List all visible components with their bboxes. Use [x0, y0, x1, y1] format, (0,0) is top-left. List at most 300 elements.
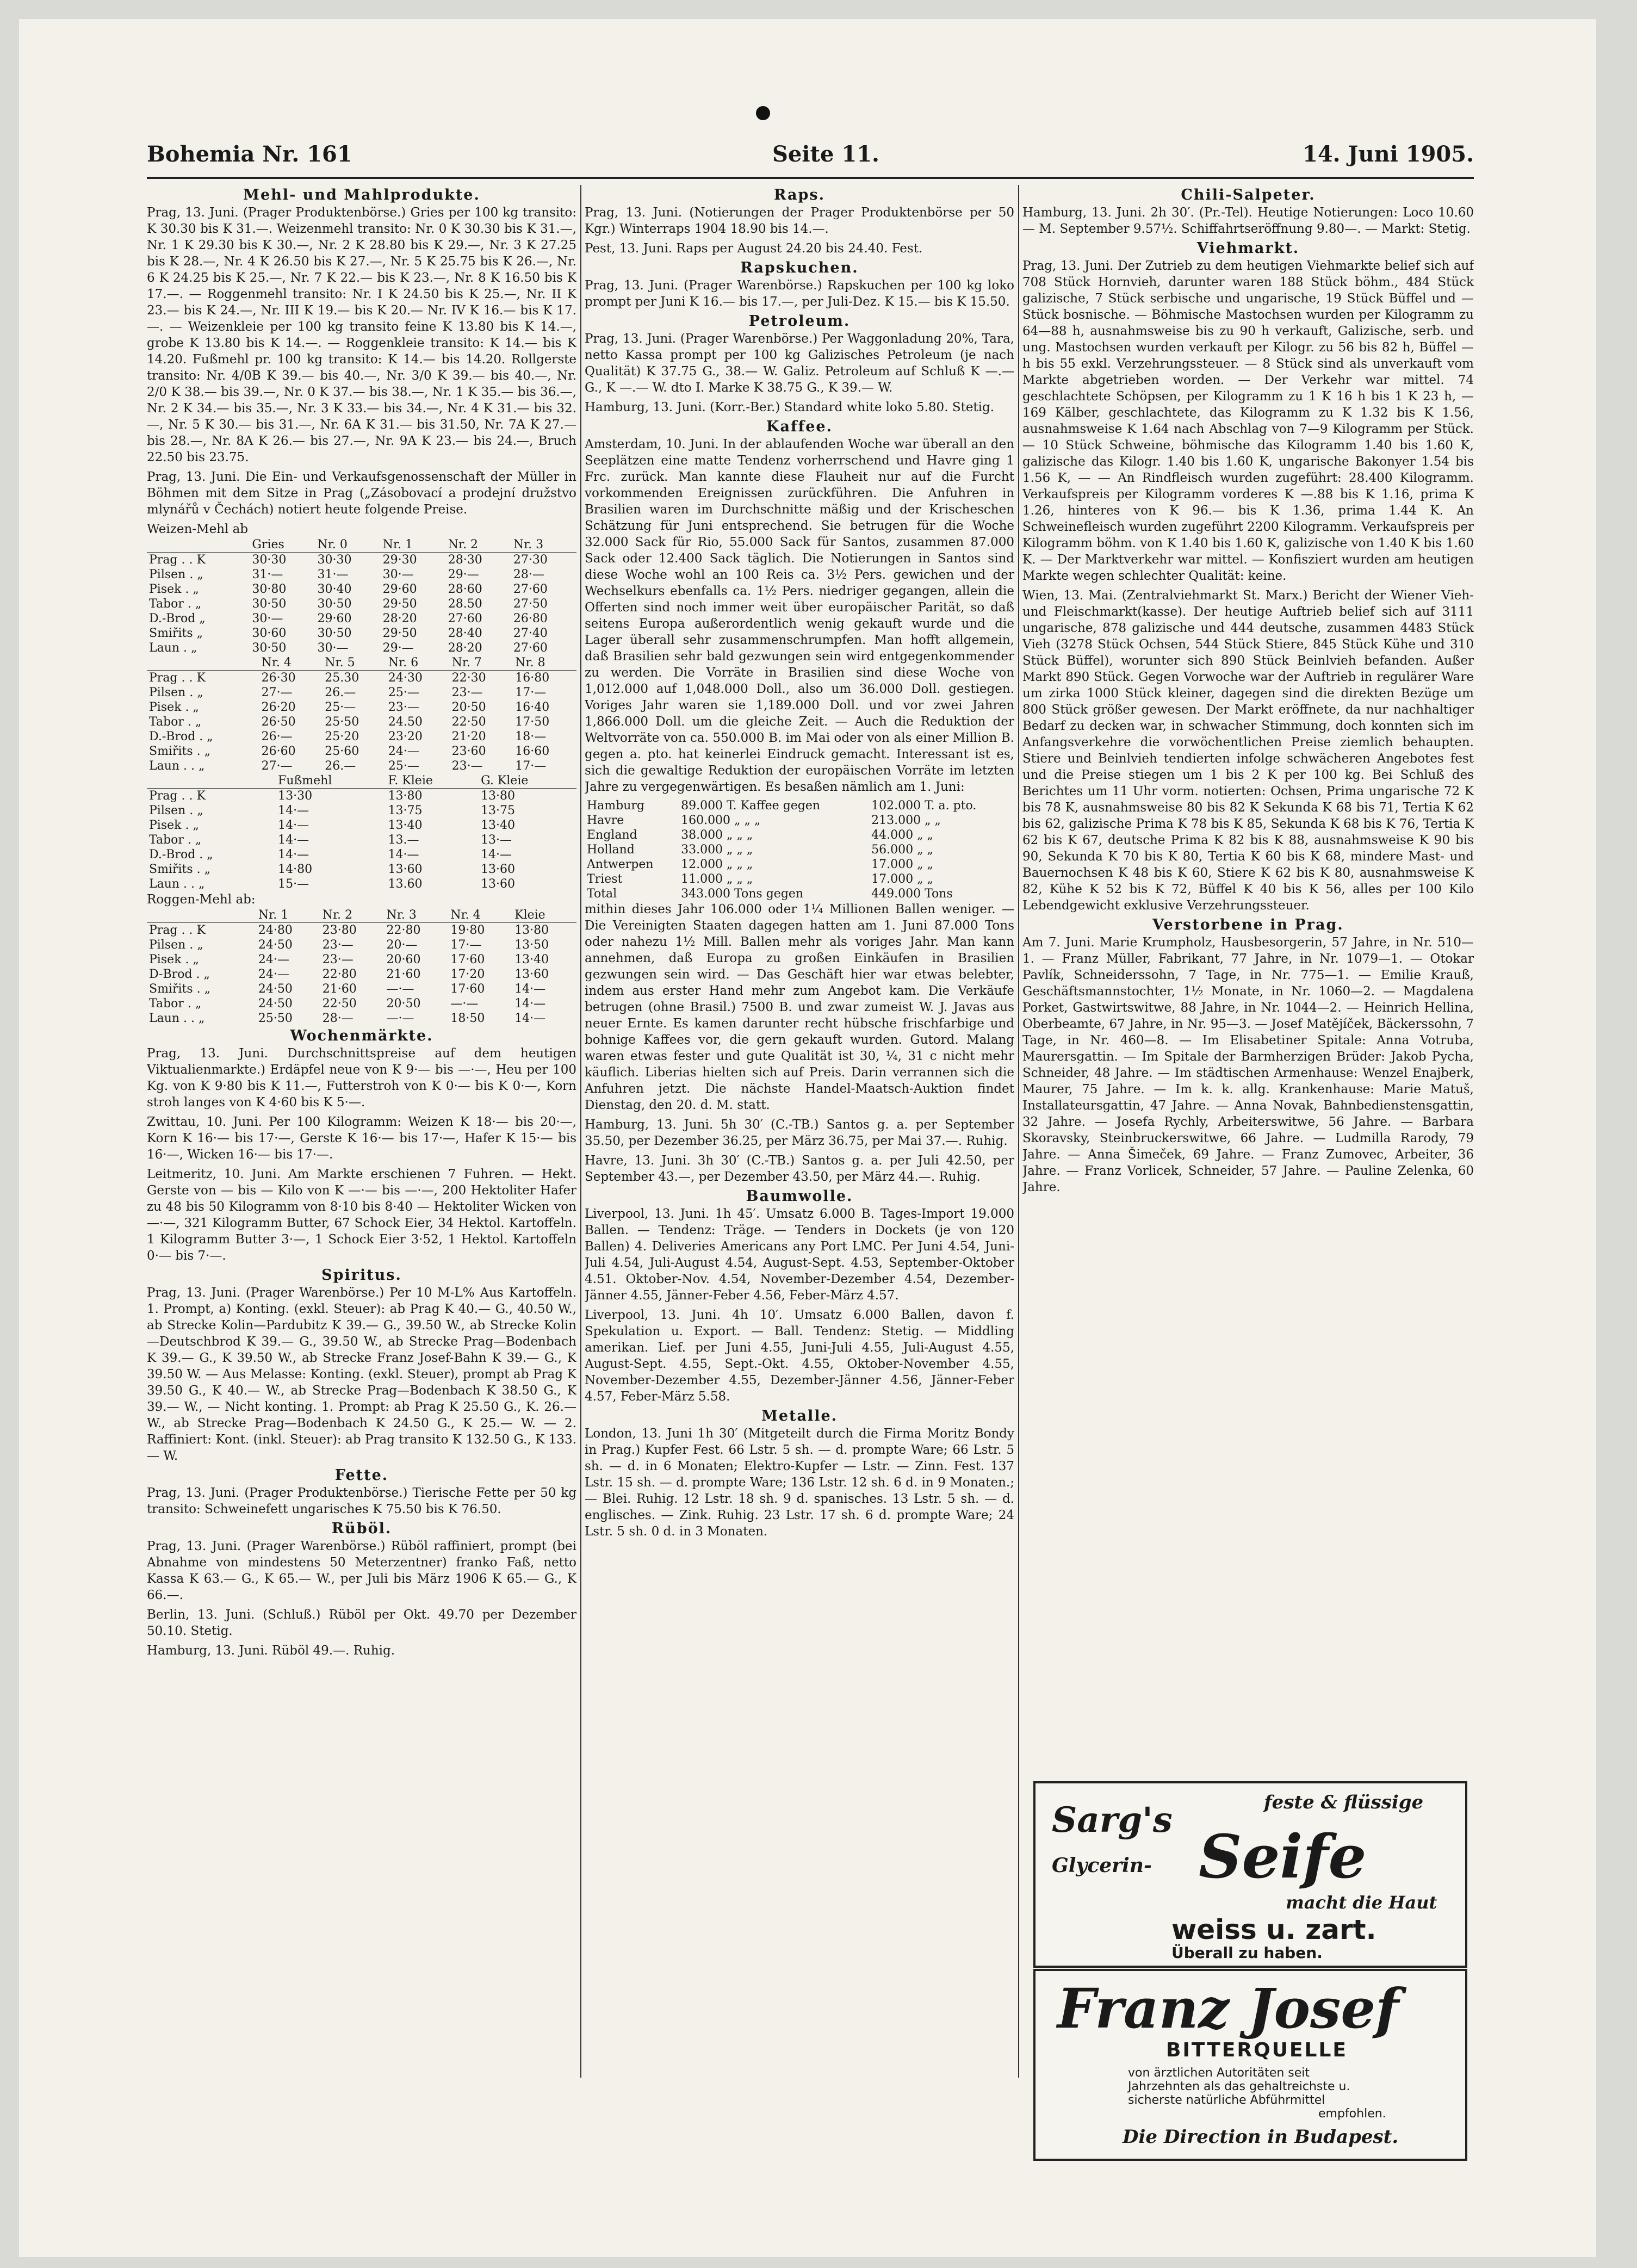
table-cell: 23·20 — [388, 730, 423, 743]
table-cell: 28·40 — [448, 627, 482, 640]
table-cell: D.-Brod . „ — [149, 848, 213, 862]
table-cell: 30·— — [317, 641, 349, 655]
table-cell: 24·50 — [258, 938, 293, 952]
table-cell: 25·20 — [325, 730, 359, 743]
table-cell: 20·50 — [386, 997, 421, 1011]
table-cell: 29·60 — [317, 612, 352, 625]
table-cell: 27·60 — [513, 583, 548, 596]
article-text: Hamburg, 13. Juni. Rüböl 49.—. Ruhig. — [147, 1644, 395, 1658]
article-text: Liverpool, 13. Juni. 4h 10′. Umsatz 6.000 Ballen, davon f. Spekulation u. Export. — Ball. Tendenz: Stetig. — Middling amerikan. Lief. per Juni 4.55, Juni-Juli 4.55, Juli-August 4.55, August-Sept. 4.55, Sept.-Okt. 4.55, Oktober-November 4.55, November-Dezember 4.55, Dezember-Jänner 4.56, Jänner-Feber 4.57, Feber-März 5.58. — [585, 1308, 1014, 1404]
column-header: Nr. 2 — [446, 537, 511, 553]
table-cell: 13·40 — [388, 819, 423, 832]
table-cell: 31·— — [252, 568, 283, 581]
table-cell: 23·— — [322, 938, 354, 952]
table-cell: 18·— — [515, 730, 547, 743]
table-cell: 56.000 „ „ — [871, 843, 933, 857]
table-row — [147, 611, 576, 626]
table-cell: 17·— — [515, 759, 547, 773]
table-caption: Roggen-Mehl ab: — [147, 893, 256, 907]
table-cell: Pisek . „ — [149, 701, 199, 714]
column-header: Nr. 4 — [259, 655, 323, 671]
ad-text: macht die Haut — [1286, 1892, 1437, 1913]
column-header: Nr. 0 — [315, 537, 381, 553]
table-row — [147, 729, 576, 744]
column-header: Fußmehl — [276, 773, 386, 789]
table-cell: 23·— — [388, 701, 419, 714]
table-row — [147, 952, 576, 967]
table-row — [585, 813, 1014, 828]
table-cell: 24.50 — [388, 715, 423, 729]
table-cell: 213.000 „ „ — [871, 814, 941, 827]
table-cell: 24·— — [258, 953, 289, 966]
table-cell: 21·60 — [322, 982, 357, 996]
table-cell: 19·80 — [450, 924, 485, 937]
column-header: G. Kleie — [479, 773, 576, 789]
ad-headline: Seife — [1199, 1821, 1367, 1892]
table-cell: Smiřits . „ — [149, 863, 211, 876]
table-cell: 27·50 — [513, 597, 548, 611]
article-text: Prag, 13. Juni. (Prager Warenbörse.) Per Waggonladung 20%, Tara, netto Kassa prompt per 100 kg Galizisches Petroleum (je nach Qualität) K 37.75 G., 38.— W. Galiz. Petroleum auf Schluß K —.— G., K —.— W. dto I. Marke K 38.75 G., K 39.— W. — [585, 332, 1014, 395]
column-header: Gries — [250, 537, 315, 553]
table-cell: Prag . . K — [149, 924, 206, 937]
table-cell: Tabor . „ — [149, 597, 202, 611]
table-cell: 13·80 — [481, 789, 516, 803]
ad-text: Glycerin- — [1052, 1854, 1152, 1877]
column-divider — [1018, 185, 1019, 2078]
table-row — [147, 685, 576, 700]
table-cell: Pilsen . „ — [149, 568, 203, 581]
article-text: Amsterdam, 10. Juni. In der ablaufenden Woche war überall an den Seeplätzen eine matte Tendenz vorherrschend und Havre ging 1 Frc. zurück. Man kannte diese Flauheit nur auf die Furcht vorkommenden Ereignissen zurückführen. Die Anfuhren in Brasilien waren im Durchschnitte mäßig und der Krischeschen Schätzung für Juni entsprechend. Sie betrugen für die Woche 32.000 Sack für Rio, 55.000 Sack für Santos, zusammen 87.000 Sack oder 12.400 Sack täglich. Die Notierungen in Santos sind diese Woche wohl an 100 Reis ca. 3½ Pers. gewichen und der Wechselkurs ebenfalls ca. 1½ Pers. niedriger gegangen, allein die Offerten sind noch immer weit über europäischer Parität, so daß seitens Europa außerordentlich wenig gekauft wurde und die Lager überall sehr zusammenschrumpfen. Man hofft allgemein, daß Brasilien sehr bald gezwungen sein wird entgegenkommender zu werden. Die Vorräte in Brasilien sind diese Woche von 1,012.000 auf 1,048.000 Doll., also um 36.000 Doll. gestiegen. Voriges Jahr waren sie 1,189.000 Doll. und vor zwei Jahren 1,866.000 Doll. um die gleiche Zeit. — Auch die Reduktion der Weltvorräte von ca. 550.000 B. im Mai oder von als einer Million B. gegen a. pto. hat keinerlei Eindruck gemacht. Interessant ist es, sich die gewaltige Reduktion der europäischen Vorräte im letzten Jahre zu vergegenwärtigen. Es besaßen nämlich am 1. Juni: — [585, 437, 1014, 794]
price-table-weizen-2 — [147, 655, 576, 773]
table-cell: 25·50 — [258, 1012, 293, 1025]
price-table-fussmehl — [147, 773, 576, 891]
price-table-roggen — [147, 908, 576, 1026]
table-cell: 26·30 — [261, 671, 296, 685]
table-row — [147, 877, 576, 891]
section-heading: Rapskuchen. — [740, 259, 859, 276]
table-cell: 22·80 — [386, 924, 421, 937]
table-cell: 22·30 — [451, 671, 486, 685]
header-rule — [147, 177, 1474, 179]
table-cell: 12.000 „ „ „ — [681, 858, 753, 871]
table-cell: 25·60 — [325, 745, 359, 758]
column-header: Nr. 3 — [511, 537, 576, 553]
table-row — [585, 798, 1014, 813]
table-cell: 26.— — [325, 759, 356, 773]
article-text: Prag, 13. Juni. (Notierungen der Prager Produktenbörse per 50 Kgr.) Winterraps 1904 18.90 bis 14.—. — [585, 206, 1014, 236]
table-cell: Triest — [587, 872, 623, 886]
table-cell: 28·— — [513, 568, 544, 581]
table-row — [585, 872, 1014, 887]
table-cell: Tabor . „ — [149, 997, 202, 1011]
table-cell: Tabor . „ — [149, 833, 202, 847]
table-row — [147, 641, 576, 655]
article-text: Prag, 13. Juni. Die Ein- und Verkaufsgenossenschaft der Müller in Böhmen mit dem Sitze in Prag („Zásobovací a prodejní družstvo mlynářů v Čechách) notiert heute folgende Preise. — [147, 470, 576, 517]
table-row — [147, 626, 576, 641]
table-cell: Hamburg — [587, 799, 645, 813]
column-header — [147, 773, 276, 789]
table-cell: 14·— — [514, 997, 546, 1011]
table-row — [585, 842, 1014, 857]
table-cell: 13.— — [388, 833, 419, 847]
table-cell: 22·50 — [451, 715, 486, 729]
table-cell: 13·75 — [388, 804, 423, 817]
table-cell: Pilsen . „ — [149, 804, 203, 817]
table-cell: 24·50 — [258, 982, 293, 996]
article-text: Prag, 13. Juni. (Prager Warenbörse.) Rüböl raffiniert, prompt (bei Abnahme von mindestens 50 Meterzentner) franko Faß, netto Kassa K 63.— G., K 65.— W., per Juli bis März 1906 K 65.— G., K 66.—. — [147, 1539, 576, 1602]
section-heading: Viehmarkt. — [1196, 240, 1300, 257]
table-cell: 22·80 — [322, 968, 357, 981]
table-cell: 22·50 — [322, 997, 357, 1011]
table-cell: 33.000 „ „ „ — [681, 843, 753, 857]
table-cell: 23·— — [322, 953, 354, 966]
table-cell: 15·— — [278, 877, 309, 891]
table-row — [147, 759, 576, 773]
issue-date: 14. Juni 1905. — [1303, 141, 1474, 167]
table-cell: 27·40 — [513, 627, 548, 640]
table-cell: 27·60 — [513, 641, 548, 655]
table-caption: Weizen-Mehl ab — [147, 522, 249, 536]
table-cell: 25.30 — [325, 671, 359, 685]
price-table-weizen-1 — [147, 537, 576, 655]
article-text: Havre, 13. Juni. 3h 30′ (C.-TB.) Santos g. a. per Juli 42.50, per September 43.—, per Dezember 43.50, per März 44.—. Ruhig. — [585, 1154, 1014, 1184]
table-cell: 13·50 — [514, 938, 549, 952]
table-cell: 29·50 — [382, 627, 417, 640]
table-cell: 30·50 — [317, 597, 352, 611]
table-cell: 26·60 — [261, 745, 296, 758]
article-text: Hamburg, 13. Juni. 5h 30′ (C.-TB.) Santos g. a. per September 35.50, per Dezember 36.25, per März 36.75, per Mai 37.—. Ruhig. — [585, 1118, 1014, 1148]
ad-text: Jahrzehnten als das gehaltreichste u. — [1128, 2080, 1350, 2093]
table-cell: 14·— — [514, 1012, 546, 1025]
table-cell: D.-Brod . „ — [149, 730, 213, 743]
table-cell: 13·60 — [481, 877, 516, 891]
table-cell: 343.000 Tons gegen — [681, 887, 804, 901]
table-cell: Total — [587, 887, 617, 901]
table-cell: 17.000 „ „ — [871, 872, 933, 886]
table-row — [147, 1011, 576, 1026]
column-header — [147, 908, 256, 923]
ad-brand: Franz Josef — [1057, 1976, 1399, 2041]
table-cell: 29·— — [382, 641, 414, 655]
table-cell: 13·60 — [481, 863, 516, 876]
table-cell: Smiřits . „ — [149, 745, 211, 758]
section-heading: Petroleum. — [748, 313, 851, 330]
table-cell: 28·20 — [382, 612, 417, 625]
article-text: Wien, 13. Mai. (Zentralviehmarkt St. Marx.) Bericht der Wiener Vieh- und Fleischmarkt(kasse). Der heutige Auftrieb belief sich auf 3111 ungarische, 878 galizische und 444 deutsche, zusammen 4483 Stück Vieh (3278 Stück Ochsen, 544 Stück Stiere, 845 Stück Kühe und 310 Stück Büffel), worunter sich 890 Stück Beinlvieh befanden. Außer Markt 890 Stück. Gegen Vorwoche war der Auftrieb in regulärer Ware um zirka 1000 Stück kleiner, dagegen sind die direkten Bezüge um 800 Stück größer gewesen. Der Markt eröffnete, da nur nachhaltiger Bedarf zu decken war, in schwacher Stimmung, doch konnten sich im Anfangsverkehre die vorwöchentlichen Preise ziemlich behaupten. Stiere und Beinlvieh tendierten infolge schwächeren Angebotes fest und die Preise stiegen um 1 bis 2 K per 100 kg. Bei Schluß des Berichtes um 11 Uhr vorm. notierten: Ochsen, Prima ungarische 72 K bis 78 K, ausnahmsweise 80 bis 82 K Sekunda K 68 bis 71, Tertia K 62 bis 62, galizische Prima K 78 bis K 85, Sekunda K 68 bis K 76, Tertia K 62 bis K 67, deutsche Prima K 82 bis K 88, ausnahmsweise K 90 bis 90, Sekunda K 70 bis K 80, Tertia K 60 bis K 68, mindere Mast- und Bauernochsen K 48 bis K 60, Stiere K 62 bis K 80, ausnahmsweise K 82, Kühe K 52 bis K 72, Büffel K 40 bis K 56, alles per 100 Kilo Lebendgewicht exklusive Verzehrungssteuer. — [1022, 588, 1474, 913]
article-text: Prag, 13. Juni. Durchschnittspreise auf dem heutigen Viktualienmarkte.) Erdäpfel neue von K 9·— bis —·—, Heu per 100 Kg. von K 9·80 bis K 11.—, Futterstroh von K 0·— bis K 0·—, Korn stroh langes von K 4·60 bis K 5·—. — [147, 1046, 576, 1110]
table-cell: Prag . . K — [149, 789, 206, 803]
article-text: Hamburg, 13. Juni. 2h 30′. (Pr.-Tel). Heutige Notierungen: Loco 10.60— M. September 9.57½. Schiffahrtseröffnung 9.80—. — Markt: Stetig. — [1022, 206, 1474, 236]
table-cell: 26·— — [261, 730, 293, 743]
table-cell: 14·— — [481, 848, 512, 862]
table-row — [147, 700, 576, 715]
table-cell: 14·— — [278, 804, 309, 817]
table-cell: 28·— — [322, 1012, 354, 1025]
table-cell: 20·60 — [386, 953, 421, 966]
table-row — [147, 789, 576, 804]
table-cell: 30·60 — [252, 627, 287, 640]
table-cell: 29·50 — [382, 597, 417, 611]
table-cell: 17·— — [450, 938, 482, 952]
table-cell: —·— — [386, 1012, 414, 1025]
column-header — [147, 537, 250, 553]
table-cell: 17·20 — [450, 968, 485, 981]
table-cell: D-Brod . „ — [149, 968, 210, 981]
article-text: Prag, 13. Juni. (Prager Produktenbörse.) Gries per 100 kg transito: K 30.30 bis K 31.—. Weizenmehl transito: Nr. 0 K 30.30 bis K 31.—, Nr. 1 K 29.30 bis K 30.—, Nr. 2 K 28.80 bis K 29.—, Nr. 3 K 27.25 bis K 28.—, Nr. 4 K 26.50 bis K 27.—, Nr. 5 K 25.75 bis K 26.—, Nr. 6 K 24.25 bis K 25.—, Nr. 7 K 22.— bis K 23.—, Nr. 8 K 16.50 bis K 17.—. — Roggenmehl transito: Nr. I K 24.50 bis K 25.—, Nr. II K 23.— bis K 24.—, Nr. III K 19.— bis K 20.— Nr. IV K 16.— bis K 17.—. — Weizenkleie per 100 kg transito feine K 13.80 bis K 14.—, grobe K 13.80 bis K 14.—. — Roggenkleie transito: K 14.— bis K 14.20. Fußmehl pr. 100 kg transito: K 14.— bis 14.20. Rollgerste transito: Nr. 4/0B K 39.— bis 40.—, Nr. 3/0 K 39.— bis 40.—, Nr. 2/0 K 38.— bis 39.—, Nr. 0 K 37.— bis 38.—, Nr. 1 K 35.— bis 36.—, Nr. 2 K 34.— bis 35.—, Nr. 3 K 33.— bis 34.—, Nr. 4 K 31.— bis 32.—, Nr. 5 K 30.— bis 31.—, Nr. 6A K 31.— bis 31.50, Nr. 7A K 27.— bis 28.—, Nr. 8A K 26.— bis 27.—, Nr. 9A K 23.— bis 24.—, Bruch 22.50 bis 23.75. — [147, 206, 576, 464]
table-cell: 160.000 „ „ „ — [681, 814, 761, 827]
table-cell: 30·50 — [317, 627, 352, 640]
table-cell: Laun . „ — [149, 641, 197, 655]
table-row — [147, 715, 576, 729]
column-header: Nr. 1 — [381, 537, 446, 553]
section-heading: Spiritus. — [321, 1267, 402, 1284]
table-cell: 24·— — [388, 745, 419, 758]
table-cell: 14·80 — [278, 863, 313, 876]
table-row — [147, 862, 576, 877]
ad-text: von ärztlichen Autoritäten seit — [1128, 2066, 1310, 2080]
table-cell: 23·— — [451, 686, 483, 699]
table-cell: 20·50 — [451, 701, 486, 714]
table-row — [585, 887, 1014, 901]
article-text: Prag, 13. Juni. Der Zutrieb zu dem heutigen Viehmarkte belief sich auf 708 Stück Hornvieh, darunter waren 188 Stück böhm., 484 Stück galizische, 7 Stück serbische und ungarische, 19 Stück Büffel und — Stück bosnische. — Böhmische Mastochsen wurden per Kilogramm zu 64—88 h, ausnahmsweise bis zu 90 h verkauft, Galizische, serb. und ung. Mastochsen wurden verkauft per Kilogr. zu 56 bis 82 h, Büffel — h bis 55 exkl. Verzehrungssteuer. — 8 Stück sind als unverkauft vom Markte abgetrieben worden. — Der Verkehr war mittel. 74 geschlachtete Schöpsen, per Kilogramm zu 1 K 16 h bis 1 K 23 h, — 169 Kälber, geschlachtete, das Kilogramm zu K 1.32 bis K 1.56, ausnahmsweise K 1.64 nach Abschlag von 7—9 Kilogramm per Stück. — 10 Stück Schweine, böhmische das Kilogramm 1.40 bis 1.60 K, galizische das Kilogr. 1.40 bis 1.60 K, ungarische Bakonyer 1.54 bis 1.56 K, — — An Rindfleisch wurden zugeführt: 28.400 Kilogramm. Verkaufspreis per Kilogramm vorderes K —.88 bis K 1.16, prima K 1.26, hinteres von K 96.— bis K 1.36, prima 1.44 K. An Schweinefleisch wurden zugeführt 2200 Kilogramm. Verkaufspreis per Kilogramm böhm. von K 1.40 bis 1.60 K, galizische von 1.40 K bis 1.60 K. — Der Marktverkehr war mittel. — Konfisziert wurden am heutigen Markte wegen schlechter Qualität: keine. — [1022, 259, 1474, 583]
table-row — [585, 857, 1014, 872]
table-cell: 23·80 — [322, 924, 357, 937]
table-cell: 20·— — [386, 938, 418, 952]
table-cell: 27·30 — [513, 553, 548, 567]
table-cell: 30·50 — [252, 641, 287, 655]
page-number: Seite 11. — [772, 141, 879, 167]
table-cell: —·— — [386, 982, 414, 996]
section-heading: Raps. — [773, 187, 826, 203]
table-cell: 17.000 „ „ — [871, 858, 933, 871]
table-cell: 28·30 — [448, 553, 482, 567]
table-cell: 30·— — [252, 612, 283, 625]
table-cell: Smiřits . „ — [149, 982, 211, 996]
table-cell: 13·60 — [388, 863, 423, 876]
table-row — [147, 996, 576, 1011]
table-cell: 89.000 T. Kaffee gegen — [681, 799, 821, 813]
table-header-row — [147, 773, 576, 789]
table-cell: 18·50 — [450, 1012, 485, 1025]
table-row — [147, 818, 576, 833]
table-cell: Pisek . „ — [149, 819, 199, 832]
column-header: Nr. 5 — [323, 655, 386, 671]
ad-text: Die Direction in Budapest. — [1123, 2126, 1399, 2148]
table-cell: 30·— — [382, 568, 414, 581]
table-cell: Pilsen . „ — [149, 938, 203, 952]
advertisement-sarg-seife — [1033, 1781, 1467, 1968]
table-cell: 29·30 — [382, 553, 417, 567]
table-cell: 29·— — [448, 568, 479, 581]
table-row — [147, 847, 576, 862]
table-cell: Laun . . „ — [149, 759, 205, 773]
table-cell: 28.50 — [448, 597, 482, 611]
table-cell: Holland — [587, 843, 635, 857]
article-text: Prag, 13. Juni. (Prager Produktenbörse.) Tierische Fette per 50 kg transito: Schweinefett ungarisches K 75.50 bis K 76.50. — [147, 1486, 576, 1516]
table-cell: 24·50 — [258, 997, 293, 1011]
table-cell: Havre — [587, 814, 624, 827]
table-cell: 13·40 — [514, 953, 549, 966]
table-cell: England — [587, 828, 637, 842]
table-cell: Prag . . K — [149, 553, 206, 567]
section-heading: Wochenmärkte. — [290, 1027, 433, 1044]
column-header — [147, 655, 259, 671]
table-row — [147, 803, 576, 818]
table-cell: 13·40 — [481, 819, 516, 832]
table-cell: Pisek . „ — [149, 583, 199, 596]
ad-text: sicherste natürliche Abführmittel — [1128, 2093, 1325, 2107]
column-header: Nr. 1 — [256, 908, 320, 923]
section-heading: Chili-Salpeter. — [1181, 187, 1316, 203]
table-row — [147, 833, 576, 847]
table-cell: 17·— — [515, 686, 547, 699]
table-cell: —·— — [450, 997, 479, 1011]
table-cell: 28·20 — [448, 641, 482, 655]
table-cell: 25·— — [325, 701, 356, 714]
table-cell: 27·— — [261, 759, 293, 773]
table-cell: 11.000 „ „ „ — [681, 872, 753, 886]
column-2 — [585, 185, 1014, 2078]
table-cell: 24·— — [258, 968, 289, 981]
column-header: Nr. 6 — [386, 655, 450, 671]
table-cell: 21·20 — [451, 730, 486, 743]
section-heading: Verstorbene in Prag. — [1152, 916, 1344, 933]
table-cell: 13·75 — [481, 804, 516, 817]
article-text: mithin dieses Jahr 106.000 oder 1¼ Millionen Ballen weniger. — Die Vereinigten Staaten dagegen hatten am 1. Juni 87.000 Tons oder nahezu 1½ Mill. Ballen mehr als voriges Jahr. Man kann annehmen, daß Europa zu großen Einkäufen in Brasilien gezwungen sein wird. — Das Geschäft hier war etwas belebter, indem aus erster Hand mehr zum Angebot kam. Die Verkäufe betrugen (ohne Brasil.) 7500 B. und zwar zumeist W. J. Javas aus neuer Ernte. Es kamen darunter recht hübsche frischfarbige und bohnige Kaffees vor, die gern gekauft wurden. Gutord. Malang waren etwas fester und gute Qualität ist 30, ¼, 31 c nicht mehr käuflich. Liberias hielten sich auf Preis. Darin verrannen sich die Anfuhren jetzt. Die nächste Handel-Maatsch-Auktion findet Dienstag, den 20. d. M. statt. — [585, 902, 1014, 1112]
table-row — [147, 671, 576, 686]
ad-text: Überall zu haben. — [1171, 1944, 1323, 1962]
column-header: F. Kleie — [386, 773, 479, 789]
table-cell: 13·80 — [514, 924, 549, 937]
table-cell: 14·— — [278, 833, 309, 847]
article-text: London, 13. Juni 1h 30′ (Mitgeteilt durch die Firma Moritz Bondy in Prag.) Kupfer Fest. 66 Lstr. 5 sh. — d. prompte Ware; 66 Lstr. 5 sh. — d. in 6 Monaten; Elektro-Kupfer — Lstr. — Zinn. Fest. 137 Lstr. 15 sh. — d. prompte Ware; 136 Lstr. 12 sh. 6 d. in 9 Monaten.; — Blei. Ruhig. 12 Lstr. 18 sh. 9 d. spanisches. 13 Lstr. 5 sh. — d. englisches. — Zink. Ruhig. 23 Lstr. 17 sh. 6 d. prompte Ware; 24 Lstr. 5 sh. 0 d. in 3 Monaten. — [585, 1427, 1014, 1539]
table-cell: 16·60 — [515, 745, 550, 758]
table-cell: 13·60 — [514, 968, 549, 981]
section-heading: Rüböl. — [331, 1520, 392, 1537]
table-cell: 13·30 — [278, 789, 313, 803]
table-cell: 26.— — [325, 686, 356, 699]
table-cell: Laun . . „ — [149, 877, 205, 891]
article-text: Prag, 13. Juni. (Prager Warenbörse.) Per 10 M-L% Aus Kartoffeln. 1. Prompt, a) Konting. (exkl. Steuer): ab Prag K 40.— G., 40.50 W., ab Strecke Kolin—Pardubitz K 39.— G., 39.50 W., ab Strecke Kolin—Deutschbrod K 39.— G., 39.50 W., ab Strecke Prag—Bodenbach K 39.— G., K 39.50 W., ab Strecke Franz Josef-Bahn K 39.— G., K 39.50 W. — Aus Melasse: Konting. (exkl. Steuer), prompt ab Prag K 39.50 G., K 40.— W., ab Strecke Prag—Bodenbach K 38.50 G., K 39.— W., — Nicht konting. 1. Prompt: ab Prag K 25.50 G., K. 26.— W., ab Strecke Prag—Bodenbach K 24.50 G., K 25.— W. — 2. Raffiniert: Kont. (inkl. Steuer): ab Prag transito K 132.50 G., K 133.— W. — [147, 1286, 576, 1463]
table-cell: 14·— — [278, 819, 309, 832]
column-header: Nr. 4 — [448, 908, 512, 923]
table-cell: 16·40 — [515, 701, 550, 714]
table-cell: 30·50 — [252, 597, 287, 611]
table-row — [147, 938, 576, 952]
table-cell: 17·60 — [450, 982, 485, 996]
table-cell: Prag . . K — [149, 671, 206, 685]
table-cell: 23·— — [451, 759, 483, 773]
table-cell: 16·80 — [515, 671, 550, 685]
column-header: Nr. 2 — [320, 908, 385, 923]
table-cell: Laun . . „ — [149, 1012, 205, 1025]
table-cell: 449.000 Tons — [871, 887, 953, 901]
table-cell: 30·30 — [317, 553, 352, 567]
table-row — [147, 582, 576, 597]
section-heading: Metalle. — [761, 1408, 838, 1424]
ad-brand: Sarg's — [1052, 1800, 1173, 1841]
column-header: Nr. 7 — [450, 655, 513, 671]
table-row — [147, 597, 576, 611]
table-cell: 27·— — [261, 686, 293, 699]
table-cell: 38.000 „ „ „ — [681, 828, 753, 842]
column-divider — [580, 185, 581, 2078]
table-cell: Tabor . „ — [149, 715, 202, 729]
table-cell: 25·— — [388, 686, 419, 699]
column-1 — [147, 185, 576, 2078]
table-cell: 30·80 — [252, 583, 287, 596]
table-row — [147, 553, 576, 568]
column-header: Nr. 8 — [513, 655, 576, 671]
advertisement-franz-josef — [1033, 1969, 1467, 2161]
table-cell: 31·— — [317, 568, 349, 581]
article-text: Prag, 13. Juni. (Prager Warenbörse.) Rapskuchen per 100 kg loko prompt per Juni K 16.— bis 17.—, per Juli-Dez. K 15.— bis K 15.50. — [585, 278, 1014, 309]
table-row — [147, 567, 576, 582]
table-cell: 24·80 — [258, 924, 293, 937]
table-cell: 26·20 — [261, 701, 296, 714]
table-cell: D.-Brod „ — [149, 612, 206, 625]
table-cell: 44.000 „ „ — [871, 828, 933, 842]
table-cell: 25·50 — [325, 715, 359, 729]
table-cell: 30·40 — [317, 583, 352, 596]
table-cell: 14·— — [278, 848, 309, 862]
table-cell: 28·60 — [448, 583, 482, 596]
table-cell: Pisek . „ — [149, 953, 199, 966]
article-text: Zwittau, 10. Juni. Per 100 Kilogramm: Weizen K 18·— bis 20·—, Korn K 16·— bis 17·—, Gerste K 16·— bis 17·—, Hafer K 15·— bis 16·—, Wicken 16·— bis 17·—. — [147, 1115, 576, 1162]
table-cell: 102.000 T. a. pto. — [871, 799, 977, 813]
article-text: Am 7. Juni. Marie Krumpholz, Hausbesorgerin, 57 Jahre, in Nr. 510—1. — Franz Müller, Fabrikant, 77 Jahre, in Nr. 1079—1. — Otokar Pavlík, Schneiderssohn, 7 Tage, in Nr. 775—1. — Emilie Krauß, Geschäftsmannstochter, 1½ Monate, in Nr. 1060—2. — Magdalena Porket, Gastwirtswitwe, 88 Jahre, in Nr. 1044—2. — Heinrich Hellina, Oberbeamte, 67 Jahre, in Nr. 95—3. — Josef Matějíček, Bäckerssohn, 7 Tage, in Nr. 460—8. — Im Elisabetiner Spitale: Anna Votruba, Maurersgattin. — Im Spitale der Barmherzigen Brüder: Jakob Pycha, Schneider, 48 Jahre. — Im städtischen Armenhause: Wenzel Enajberk, Maurer, 75 Jahre. — Im k. k. allg. Krankenhause: Marie Matuš, Installateursgattin, 47 Jahre. — Anna Novak, Bahnbedienstensgattin, 32 Jahre. — Josefa Rychly, Arbeiterswitwe, 56 Jahre. — Barbara Skoravsky, Steinbruckerswitwe, 66 Jahre. — Ludmilla Rarody, 79 Jahre. — Anna Šimeček, 69 Jahre. — Franz Zumovec, Arbeiter, 36 Jahre. — Franz Vorlicek, Schneider, 57 Jahre. — Pauline Zelenka, 60 Jahre. — [1022, 935, 1474, 1194]
table-header-row — [147, 655, 576, 671]
table-cell: Smiřits „ — [149, 627, 203, 640]
table-cell: 25·— — [388, 759, 419, 773]
punch-hole — [756, 106, 770, 120]
table-cell: 24·30 — [388, 671, 423, 685]
article-text: Liverpool, 13. Juni. 1h 45′. Umsatz 6.000 B. Tages-Import 19.000 Ballen. — Tendenz: Träge. — Tenders in Dockets (je von 120 Ballen) 4. Deliveries Americans any Port LMC. Per Juni 4.54, Juni-Juli 4.54, Juli-August 4.54, August-Sept. 4.53, September-Oktober 4.51. Oktober-Nov. 4.54, November-Dezember 4.54, Dezember-Jänner 4.55, Jänner-Feber 4.56, Feber-März 4.57. — [585, 1207, 1014, 1303]
table-row — [147, 967, 576, 982]
newspaper-issue: Bohemia Nr. 161 — [147, 141, 352, 167]
table-cell: 13·80 — [388, 789, 423, 803]
table-cell: 26·50 — [261, 715, 296, 729]
table-cell: 17·50 — [515, 715, 550, 729]
column-header: Nr. 3 — [385, 908, 449, 923]
table-cell: 21·60 — [386, 968, 421, 981]
table-row — [585, 828, 1014, 842]
table-cell: 23·60 — [451, 745, 486, 758]
table-row — [147, 744, 576, 759]
article-text: Berlin, 13. Juni. (Schluß.) Rüböl per Okt. 49.70 per Dezember 50.10. Stetig. — [147, 1608, 576, 1638]
table-cell: Pilsen . „ — [149, 686, 203, 699]
table-header-row — [147, 537, 576, 553]
table-cell: Antwerpen — [587, 858, 654, 871]
ad-text: empfohlen. — [1318, 2107, 1386, 2121]
column-header: Kleie — [512, 908, 576, 923]
table-cell: 26·80 — [513, 612, 548, 625]
article-text: Hamburg, 13. Juni. (Korr.-Ber.) Standard white loko 5.80. Stetig. — [585, 400, 995, 414]
ad-text: BITTERQUELLE — [1166, 2039, 1348, 2061]
table-cell: 14·— — [514, 982, 546, 996]
ad-text: weiss u. zart. — [1171, 1914, 1376, 1945]
section-heading: Baumwolle. — [746, 1188, 853, 1205]
table-cell: 17·60 — [450, 953, 485, 966]
article-text: Pest, 13. Juni. Raps per August 24.20 bis 24.40. Fest. — [585, 241, 923, 256]
table-header-row — [147, 908, 576, 923]
table-cell: 27·60 — [448, 612, 482, 625]
section-heading: Fette. — [334, 1467, 389, 1484]
table-cell: 29·60 — [382, 583, 417, 596]
section-heading: Kaffee. — [766, 418, 833, 435]
table-cell: 30·30 — [252, 553, 287, 567]
ad-text: feste & flüssige — [1264, 1792, 1424, 1813]
